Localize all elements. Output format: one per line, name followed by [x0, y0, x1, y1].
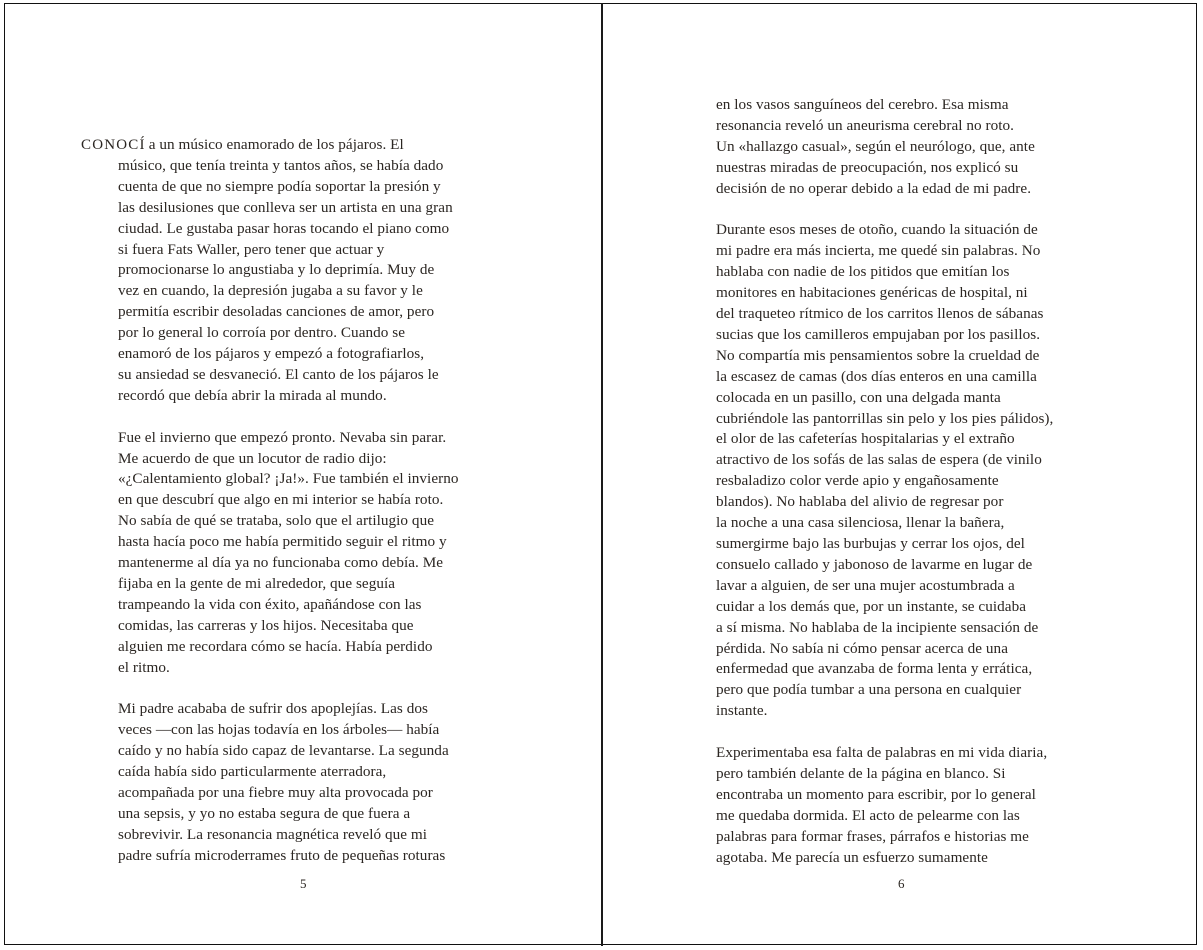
paragraph	[118, 428, 498, 679]
text-line: caída había sido particularmente aterradora,	[118, 763, 387, 781]
text-line: en que descubrí que algo en mi interior se había roto.	[118, 491, 444, 509]
text-line: cuidar a los demás que, por un instante, se cuidaba	[716, 597, 1026, 615]
text-line: sucias que los camilleros empujaban por los pasillos.	[716, 325, 1041, 343]
text-line: Fue el invierno que empezó pronto. Nevaba sin parar.	[118, 428, 447, 446]
text-line: enamoró de los pájaros y empezó a fotografiarlos,	[118, 345, 425, 363]
text-line: su ansiedad se desvaneció. El canto de los pájaros le	[118, 365, 439, 383]
text-line: pero también delante de la página en blanco. Si	[716, 764, 1006, 782]
text-line: permitía escribir desoladas canciones de amor, pero	[118, 303, 435, 321]
paragraph	[716, 220, 1106, 722]
text-line: Experimentaba esa falta de palabras en mi vida diaria,	[716, 744, 1048, 762]
text-line: enfermedad que avanzaba de forma lenta y errática,	[716, 660, 1033, 678]
left-page-body	[81, 129, 498, 888]
text-line: en los vasos sanguíneos del cerebro. Esa misma	[716, 96, 1009, 113]
text-line: cuenta de que no siempre podía soportar la presión y	[118, 177, 441, 195]
text-line: comidas, las carreras y los hijos. Necesitaba que	[118, 616, 414, 634]
paragraph	[81, 129, 498, 407]
first-line-text: a un músico enamorado de los pájaros. El	[148, 136, 404, 153]
text-line: el olor de las cafeterías hospitalarias y el extraño	[716, 430, 1015, 448]
text-line: monitores en habitaciones genéricas de hospital, ni	[716, 284, 1028, 302]
text-line: pero que podía tumbar a una persona en cualquier	[716, 681, 1022, 699]
text-line: músico, que tenía treinta y tantos años, se había dado	[118, 156, 444, 174]
page-number: 5	[300, 876, 307, 891]
text-line: colocada en un pasillo, con una delgada manta	[716, 388, 1001, 406]
text-line: Me acuerdo de que un locutor de radio dijo:	[118, 449, 387, 467]
text-line: resonancia reveló un aneurisma cerebral no roto.	[716, 116, 1014, 134]
text-line: me quedaba dormida. El acto de pelearme con las	[716, 806, 1020, 824]
text-line: lavar a alguien, de ser una mujer acostumbrada a	[716, 576, 1015, 594]
paragraph	[716, 743, 1106, 868]
text-line: vez en cuando, la depresión jugaba a su favor y le	[118, 282, 423, 300]
text-line: No compartía mis pensamientos sobre la crueldad de	[716, 346, 1040, 364]
text-line: la noche a una casa silenciosa, llenar la bañera,	[716, 514, 1005, 532]
text-line: fijaba en la gente de mi alrededor, que seguía	[118, 575, 396, 593]
text-line	[81, 129, 498, 156]
text-line: «¿Calentamiento global? ¡Ja!». Fue también el invierno	[118, 470, 459, 488]
text-line: decisión de no operar debido a la edad de mi padre.	[716, 179, 1032, 197]
paragraph	[716, 95, 1106, 200]
text-line: Un «hallazgo casual», según el neurólogo, que, ante	[716, 137, 1035, 155]
right-page-body	[716, 95, 1106, 889]
text-line: acompañada por una fiebre muy alta provocada por	[118, 784, 433, 802]
text-line: encontraba un momento para escribir, por lo general	[716, 785, 1036, 803]
text-line: sumergirme bajo las burbujas y cerrar los ojos, del	[716, 535, 1025, 553]
text-line: sobrevivir. La resonancia magnética reveló que mi	[118, 825, 428, 843]
text-line: Mi padre acababa de sufrir dos apoplejías. Las dos	[118, 700, 428, 718]
text-line: padre sufría microderrames fruto de pequeñas roturas	[118, 846, 446, 864]
text-line: blandos). No hablaba del alivio de regresar por	[716, 493, 1004, 511]
text-line: agotaba. Me parecía un esfuerzo sumamente	[716, 848, 988, 866]
text-line: las desilusiones que conlleva ser un artista en una gran	[118, 198, 453, 216]
text-line: promocionarse lo angustiaba y lo deprimía. Muy de	[118, 261, 435, 279]
text-line: del traqueteo rítmico de los carritos llenos de sábanas	[716, 305, 1044, 323]
text-line: No sabía de qué se trataba, solo que el artilugio que	[118, 512, 435, 530]
opening-word: conocí	[81, 129, 146, 154]
text-line: atractivo de los sofás de las salas de espera (de vinilo	[716, 451, 1042, 469]
text-line: Durante esos meses de otoño, cuando la situación de	[716, 221, 1038, 239]
text-line: a sí misma. No hablaba de la incipiente sensación de	[716, 618, 1039, 636]
paragraph	[118, 699, 498, 866]
text-line: mi padre era más incierta, me quedé sin palabras. No	[716, 242, 1041, 260]
text-line: mantenerme al día ya no funcionaba como debía. Me	[118, 554, 444, 572]
left-page	[5, 0, 601, 950]
text-line: consuelo callado y jabonoso de lavarme en lugar de	[716, 555, 1033, 573]
right-page	[603, 0, 1197, 950]
text-line: palabras para formar frases, párrafos e historias me	[716, 827, 1029, 845]
page-number: 6	[898, 876, 905, 891]
text-line: el ritmo.	[118, 658, 170, 676]
text-line: resbaladizo color verde apio y engañosamente	[716, 472, 999, 490]
text-line: hasta hacía poco me había permitido seguir el ritmo y	[118, 533, 447, 551]
text-line: la escasez de camas (dos días enteros en una camilla	[716, 367, 1037, 385]
text-line: recordó que debía abrir la mirada al mundo.	[118, 386, 387, 404]
text-line: nuestras miradas de preocupación, nos explicó su	[716, 158, 1019, 176]
text-line: pérdida. No sabía ni cómo pensar acerca de una	[716, 639, 1008, 657]
text-line: una sepsis, y yo no estaba segura de que fuera a	[118, 804, 411, 822]
text-line: hablaba con nadie de los pitidos que emitían los	[716, 263, 1010, 281]
text-line: cubriéndole las pantorrillas sin pelo y los pies pálidos),	[716, 409, 1054, 427]
text-line: instante.	[716, 702, 768, 720]
text-line: por lo general lo corroía por dentro. Cuando se	[118, 324, 406, 342]
text-line: veces —con las hojas todavía en los árboles— había	[118, 721, 440, 739]
text-line: trampeando la vida con éxito, apañándose con las	[118, 595, 422, 613]
text-line: alguien me recordara cómo se hacía. Había perdido	[118, 637, 433, 655]
text-line: caído y no había sido capaz de levantarse. La segunda	[118, 742, 449, 760]
text-line: ciudad. Le gustaba pasar horas tocando el piano como	[118, 219, 450, 237]
text-line: si fuera Fats Waller, pero tener que actuar y	[118, 240, 385, 258]
